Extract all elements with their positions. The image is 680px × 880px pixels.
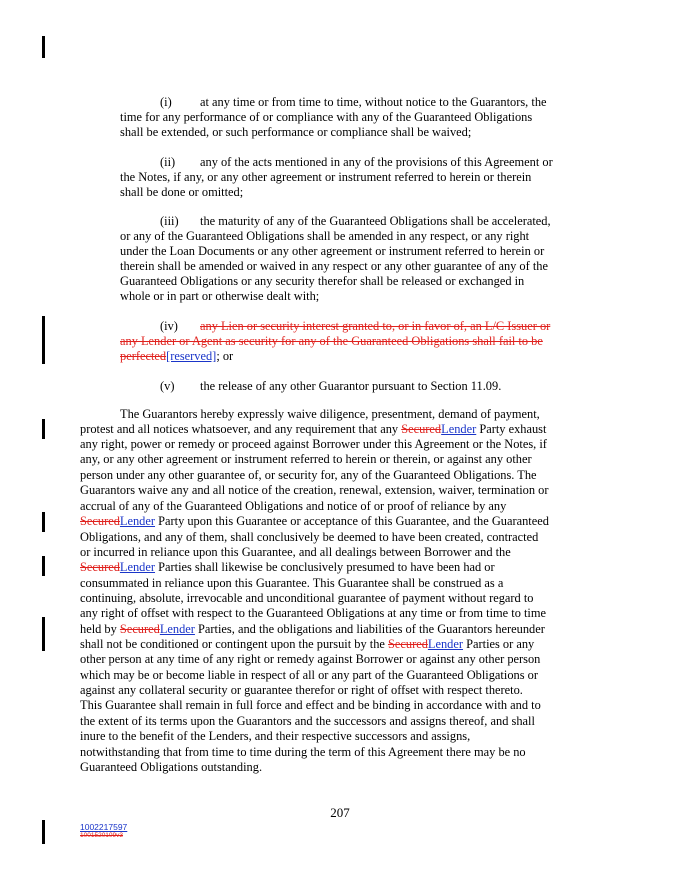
change-bar xyxy=(42,512,45,532)
doc-id-inserted: 1002217597 xyxy=(80,822,128,832)
clause-iii-line: therein shall be amended or waived in any respect or any other guarantee of any of the xyxy=(120,259,548,273)
paragraph-line: person under any other guarantee of, or security for, any of the Guaranteed Obligations. The xyxy=(80,468,537,482)
clause-v-line: the release of any other Guarantor pursuant to Section 11.09. xyxy=(200,379,502,393)
clause-iii-line: or any of the Guaranteed Obligations shall be amended in any respect, or any right xyxy=(120,229,530,243)
clause-iv-deleted-text: any Lien or security interest granted to, or in favor of, an L/C Issuer or xyxy=(200,319,551,333)
paragraph-line: consummated in reliance upon this Guarantee. This Guarantee shall be construed as a xyxy=(80,576,504,590)
paragraph-line: the extent of its terms upon the Guarantors and the successors and assigns thereof, and shall xyxy=(80,714,535,728)
paragraph-text: shall not be conditioned or contingent upon the pursuit by the xyxy=(80,637,388,651)
clause-iv-tail: ; or xyxy=(216,349,234,363)
paragraph-line: continuing, absolute, irrevocable and unconditional guarantee of payment without regard to xyxy=(80,591,534,605)
deleted-text: Secured xyxy=(388,637,428,651)
change-bar xyxy=(42,316,45,364)
clause-iv-label: (iv) xyxy=(160,319,178,333)
deleted-text: Secured xyxy=(119,622,160,636)
deleted-text: Secured xyxy=(80,514,120,528)
clause-iii-line: whole or in part or otherwise dealt with; xyxy=(120,289,320,303)
clause-i-line: at any time or from time to time, without notice to the Guarantors, the xyxy=(200,95,547,109)
paragraph-line: any, or any other agreement or instrument referred to herein or therein, or against any other xyxy=(80,452,532,466)
paragraph-text: Parties, and the obligations and liabilities of the Guarantors hereunder xyxy=(194,622,545,636)
paragraph-line xyxy=(80,422,546,437)
deleted-text: Secured xyxy=(80,560,120,574)
paragraph-line: accrual of any of the Guaranteed Obligations and notice of or proof of reliance by any xyxy=(80,499,507,513)
paragraph-line: Guarantors waive any and all notice of the creation, renewal, extension, waiver, termination or xyxy=(80,483,549,497)
paragraph-line: which may be or become liable in respect of all or any part of the Guaranteed Obligations or xyxy=(80,668,538,682)
paragraph-line xyxy=(80,622,545,637)
clause-i-line: shall be extended, or such performance or compliance shall be waived; xyxy=(120,125,472,139)
paragraph-text: held by xyxy=(80,622,120,636)
clause-i-label: (i) xyxy=(160,95,172,109)
clause-i-line: time for any performance of or compliance with any of the Guaranteed Obligations xyxy=(120,110,533,124)
paragraph-line: notwithstanding that from time to time during the term of this Agreement there may be no xyxy=(80,745,526,759)
inserted-text: Lender xyxy=(119,560,156,574)
clause-iii-line: the maturity of any of the Guaranteed Obligations shall be accelerated, xyxy=(200,214,551,228)
clause-iv-deleted-text: any Lender or Agent as security for any of the Guaranteed Obligations shall fail to be xyxy=(120,334,543,348)
change-bar xyxy=(42,36,45,58)
clause-ii-line: any of the acts mentioned in any of the provisions of this Agreement or xyxy=(200,155,553,169)
paragraph-line: any right, power or remedy or proceed against Borrower under this Agreement or the Notes, if xyxy=(80,437,547,451)
paragraph-line: other person at any time of any right or remedy against Borrower or against any other person xyxy=(80,652,541,666)
paragraph-line xyxy=(80,560,495,575)
paragraph-text: protest and all notices whatsoever, and any requirement that any xyxy=(80,422,402,436)
inserted-text: Lender xyxy=(441,422,477,436)
clause-iii-line: under the Loan Documents or any other agreement or instrument referred to herein or xyxy=(120,244,545,258)
clause-v-label: (v) xyxy=(160,379,175,393)
clause-iv-inserted-text: [reserved] xyxy=(166,349,217,363)
paragraph-line: any right of offset with respect to the Guaranteed Obligations at any time or from time to time xyxy=(80,606,547,620)
paragraph-text: Party upon this Guarantee or acceptance of this Guarantee, and the Guaranteed xyxy=(155,514,549,528)
clause-iii-label: (iii) xyxy=(160,214,179,228)
change-bar xyxy=(42,419,45,439)
inserted-text: Lender xyxy=(119,514,156,528)
paragraph-line: This Guarantee shall remain in full force and effect and be binding in accordance with and to xyxy=(80,698,541,712)
paragraph-line xyxy=(80,514,549,529)
paragraph-line: or incurred in reliance upon this Guarantee, and all dealings between Borrower and the xyxy=(80,545,511,559)
change-bar xyxy=(42,556,45,576)
clause-iv-deleted-text: perfected xyxy=(120,349,167,363)
change-bar xyxy=(42,820,45,844)
inserted-text: Lender xyxy=(427,637,464,651)
clause-ii-line: the Notes, if any, or any other agreement or instrument referred to herein or therein xyxy=(120,170,532,184)
paragraph-line: Guaranteed Obligations outstanding. xyxy=(80,760,263,774)
doc-id-deleted: 1001520109v3 xyxy=(80,832,124,839)
clause-iii-line: Guaranteed Obligations or any security therefor shall be released or exchanged in xyxy=(120,274,525,288)
paragraph-line: The Guarantors hereby expressly waive diligence, presentment, demand of payment, xyxy=(120,407,540,421)
paragraph-line: inure to the benefit of the Lenders, and their respective successors and assigns, xyxy=(80,729,471,743)
paragraph-text: Party exhaust xyxy=(476,422,547,436)
clause-iv-line xyxy=(120,349,233,364)
deleted-text: Secured xyxy=(401,422,442,436)
change-bar xyxy=(42,617,45,651)
paragraph-text: Parties shall likewise be conclusively presumed to have been had or xyxy=(155,560,495,574)
paragraph-line: against any collateral security or guarantee therefor or right of offset with respect thereto. xyxy=(80,683,523,697)
inserted-text: Lender xyxy=(159,622,195,636)
paragraph-line xyxy=(80,637,534,652)
page-number: 207 xyxy=(330,805,350,820)
clause-ii-line: shall be done or omitted; xyxy=(120,185,244,199)
clause-ii-label: (ii) xyxy=(160,155,176,169)
paragraph-line: Obligations, and any of them, shall conclusively be deemed to have been created, contracted xyxy=(80,530,539,544)
paragraph-text: Parties or any xyxy=(463,637,535,651)
